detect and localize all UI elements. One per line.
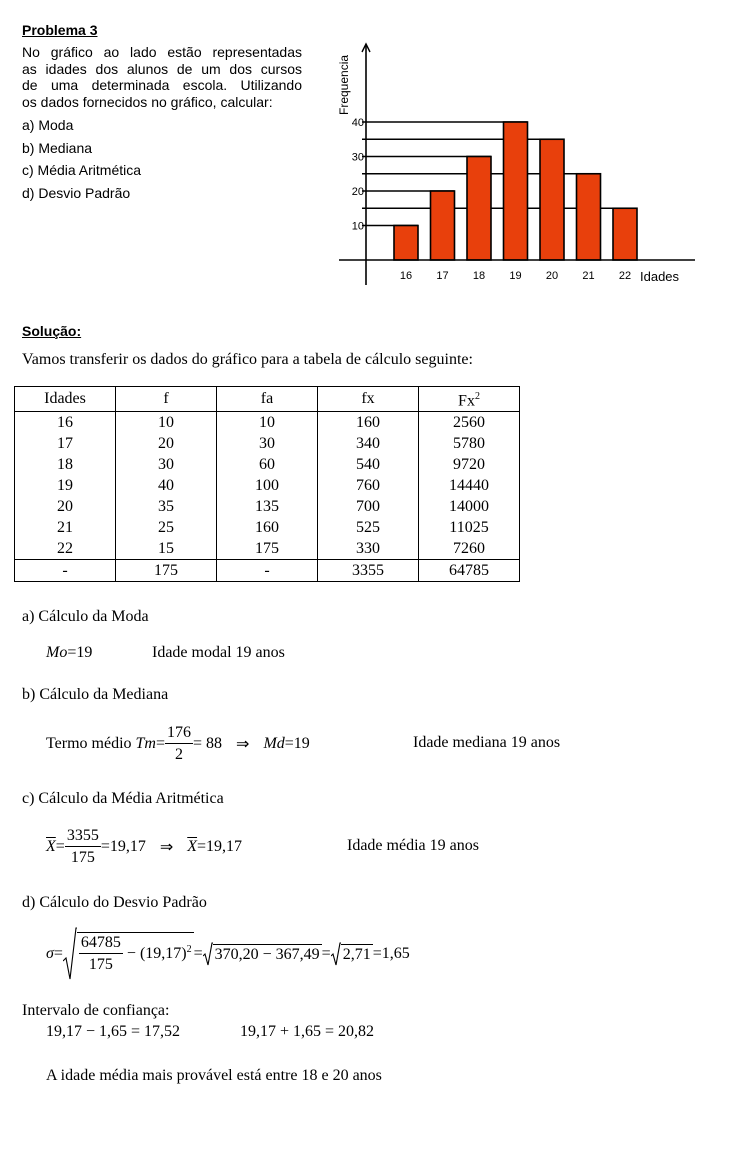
fraction-denominator: 175 xyxy=(70,848,95,866)
table-cell: 11025 xyxy=(419,517,520,538)
table-cell: 14440 xyxy=(419,475,520,496)
table-row xyxy=(15,496,520,517)
table-cell: 15 xyxy=(116,538,217,560)
implies-arrow: ⇒ xyxy=(236,736,250,753)
sqrt-radicand xyxy=(77,932,194,976)
table-row xyxy=(15,538,520,560)
desvio-result: =1,65 xyxy=(372,945,410,962)
bar xyxy=(540,139,564,260)
table-cell: 17 xyxy=(15,433,116,454)
problem-line: No gráfico ao lado estão representadas xyxy=(22,44,302,60)
x-tick-label: 18 xyxy=(472,270,486,282)
table-cell: 18 xyxy=(15,454,116,475)
mediana-result: = 88 xyxy=(193,735,223,752)
table-row xyxy=(15,517,520,538)
x-axis-label: Idades xyxy=(640,269,680,284)
desvio-formula xyxy=(46,926,410,982)
column-header-label: Fx xyxy=(458,392,475,410)
media-result-final: =19,17 xyxy=(197,838,243,855)
bar xyxy=(467,157,491,261)
mediana-note: Idade mediana 19 anos xyxy=(413,734,561,751)
media-result: =19,17 xyxy=(100,838,146,855)
table-cell: 760 xyxy=(318,475,419,496)
frequency-bar-chart xyxy=(330,40,700,295)
table-cell: 20 xyxy=(15,496,116,517)
problem-statement xyxy=(22,44,302,201)
desvio-title: d) Cálculo do Desvio Padrão xyxy=(22,894,207,911)
equals-sign: = xyxy=(53,945,63,962)
table-cell: 9720 xyxy=(419,454,520,475)
x-tick-label: 22 xyxy=(618,270,632,282)
table-cell: 16 xyxy=(15,412,116,434)
table-cell: 340 xyxy=(318,433,419,454)
media-formula xyxy=(46,822,242,872)
equals-sign: = xyxy=(193,945,203,962)
table-cell: 35 xyxy=(116,496,217,517)
mediana-formula xyxy=(46,719,310,769)
md-symbol: Md xyxy=(263,735,285,752)
mediana-title: b) Cálculo da Mediana xyxy=(22,686,169,703)
bar xyxy=(613,208,637,260)
radical-icon xyxy=(203,942,213,966)
table-cell: 60 xyxy=(217,454,318,475)
implies-arrow: ⇒ xyxy=(159,839,174,856)
table-row xyxy=(15,433,520,454)
intervalo-title: Intervalo de confiança: xyxy=(22,1002,170,1019)
equals-sign: = xyxy=(155,735,166,752)
media-note: Idade média 19 anos xyxy=(347,837,479,854)
y-axis-label: Frequencia xyxy=(337,54,351,115)
fraction-numerator: 176 xyxy=(165,723,193,744)
md-value: =19 xyxy=(284,735,310,752)
table-cell: 21 xyxy=(15,517,116,538)
sqrt-outer xyxy=(63,927,194,981)
table-cell: 10 xyxy=(217,412,318,434)
bar xyxy=(577,174,601,260)
x-tick-label: 21 xyxy=(582,270,595,282)
x-tick-label: 16 xyxy=(399,270,413,282)
sqrt-second xyxy=(203,942,322,966)
problem-item: c) Média Aritmética xyxy=(22,162,142,178)
intervalo-conclusion: A idade média mais provável está entre 18 e 20 anos xyxy=(46,1067,382,1084)
table-cell: 330 xyxy=(318,538,419,560)
y-tick-label: 40 xyxy=(351,117,364,129)
sqrt-radicand: 2,71 xyxy=(342,946,371,963)
equals-sign: = xyxy=(321,945,331,962)
solution-title: Solução: xyxy=(22,323,82,339)
problem-line: os dados fornecidos no gráfico, calcular: xyxy=(22,93,273,110)
table-row xyxy=(15,454,520,475)
table-cell: 25 xyxy=(116,517,217,538)
table-cell: 135 xyxy=(217,496,318,517)
problem-line: de uma determinada escola. Utilizando xyxy=(22,77,302,93)
xbar-symbol: $\overline{X}$ xyxy=(46,838,56,855)
fraction-denominator: 175 xyxy=(88,956,113,973)
moda-value: =19 xyxy=(67,644,93,661)
table-cell: 30 xyxy=(217,433,318,454)
radical-icon xyxy=(63,927,77,981)
table-row xyxy=(15,412,520,434)
bar xyxy=(504,122,528,260)
y-tick-label: 10 xyxy=(351,220,364,233)
table-cell: 22 xyxy=(15,538,116,560)
desvio-fraction xyxy=(79,933,123,976)
table-cell: 30 xyxy=(116,454,217,475)
sqrt-radicand: 370,20 − 367,49 xyxy=(214,946,320,963)
table-cell: 14000 xyxy=(419,496,520,517)
table-cell: 175 xyxy=(217,538,318,560)
xbar-symbol: $\overline{X}$ xyxy=(187,838,198,855)
column-header: f xyxy=(116,387,217,412)
table-cell: 100 xyxy=(217,475,318,496)
table-cell: 160 xyxy=(217,517,318,538)
media-fraction xyxy=(65,826,101,869)
table-total-row xyxy=(15,560,520,582)
table-total-cell: - xyxy=(15,560,116,582)
calculation-table xyxy=(14,386,520,582)
x-tick-label: 19 xyxy=(509,270,522,282)
table-cell: 7260 xyxy=(419,538,520,560)
desvio-minus-term: − (19,17) xyxy=(126,945,187,963)
problem-item: d) Desvio Padrão xyxy=(22,184,131,201)
table-cell: 19 xyxy=(15,475,116,496)
x-tick-label: 17 xyxy=(436,270,449,282)
table-cell: 540 xyxy=(318,454,419,475)
table-row xyxy=(15,475,520,496)
bar xyxy=(394,226,418,261)
problem-title: Problema 3 xyxy=(22,22,98,38)
problem-item: b) Mediana xyxy=(22,139,93,156)
fraction-numerator: 64785 xyxy=(79,933,123,954)
x-tick-label: 20 xyxy=(545,270,559,282)
column-header-superscript: 2 xyxy=(474,391,480,402)
media-title: c) Cálculo da Média Aritmética xyxy=(22,790,224,807)
problem-line: as idades dos alunos de um dos cursos xyxy=(22,60,302,77)
column-header xyxy=(419,387,520,412)
table-cell: 5780 xyxy=(419,433,520,454)
bar xyxy=(431,191,455,260)
table-total-cell: 3355 xyxy=(318,560,419,582)
table-total-cell: - xyxy=(217,560,318,582)
table-cell: 20 xyxy=(116,433,217,454)
table-cell: 2560 xyxy=(419,412,520,434)
intervalo-high: 19,17 + 1,65 = 20,82 xyxy=(240,1023,375,1040)
mediana-prefix: Termo médio xyxy=(46,735,132,752)
table-header-row xyxy=(15,387,520,412)
solution-intro: Vamos transferir os dados do gráfico para a tabela de cálculo seguinte: xyxy=(22,351,473,368)
radical-icon xyxy=(331,942,341,966)
problem-item: a) Moda xyxy=(22,117,74,133)
table-total-cell: 64785 xyxy=(419,560,520,582)
table-cell: 700 xyxy=(318,496,419,517)
moda-formula xyxy=(46,644,92,662)
equals-sign: = xyxy=(55,838,65,855)
y-tick-label: 20 xyxy=(351,186,364,198)
sigma-symbol: σ xyxy=(46,945,54,962)
column-header: fx xyxy=(318,387,419,412)
sqrt-third xyxy=(331,942,373,966)
moda-title: a) Cálculo da Moda xyxy=(22,608,149,625)
table-cell: 10 xyxy=(116,412,217,434)
column-header: fa xyxy=(217,387,318,412)
tm-symbol: Tm xyxy=(135,735,156,752)
intervalo-low: 19,17 − 1,65 = 17,52 xyxy=(46,1023,181,1040)
table-total-cell: 175 xyxy=(116,560,217,582)
desvio-exponent: 2 xyxy=(186,943,192,955)
moda-symbol: Mo xyxy=(46,644,68,661)
table-cell: 525 xyxy=(318,517,419,538)
fraction-denominator: 2 xyxy=(175,745,184,763)
moda-note: Idade modal 19 anos xyxy=(152,644,285,661)
fraction-numerator: 3355 xyxy=(65,826,101,847)
y-tick-label: 30 xyxy=(351,151,364,164)
mediana-fraction xyxy=(165,723,193,766)
table-cell: 40 xyxy=(116,475,217,496)
table-cell: 160 xyxy=(318,412,419,434)
column-header: Idades xyxy=(15,387,116,412)
